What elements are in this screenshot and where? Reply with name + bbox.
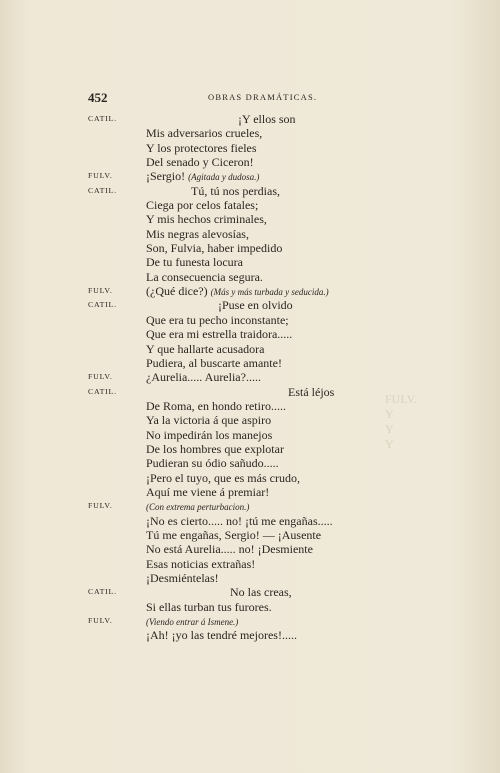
play-text xyxy=(88,112,388,643)
verse-text xyxy=(146,342,265,356)
verse-line xyxy=(88,241,388,255)
verse-words: Y mis hechos criminales, xyxy=(146,212,267,227)
verse-words: No impedirán los manejos xyxy=(146,427,273,442)
verse-text xyxy=(191,184,280,198)
verse-line xyxy=(88,557,388,571)
verse-line xyxy=(88,499,388,513)
verse-text xyxy=(146,169,259,184)
running-head: OBRAS DRAMÁTICAS. xyxy=(208,92,318,102)
verse-text xyxy=(218,298,293,312)
verse-line xyxy=(88,528,388,542)
verse-words: No las creas, xyxy=(230,585,292,600)
verse-text xyxy=(146,370,261,384)
verse-text xyxy=(230,585,292,599)
verse-line xyxy=(88,442,388,456)
verse-text xyxy=(146,198,258,212)
speaker-label: CATIL. xyxy=(88,114,117,123)
verse-words: Pudiera, al buscarte amante! xyxy=(146,355,282,370)
verse-words: Y los protectores fieles xyxy=(146,140,257,155)
verse-text xyxy=(146,212,267,226)
verse-line xyxy=(88,614,388,628)
verse-line xyxy=(88,571,388,585)
verse-words: ¿Aurelia..... Aurelia?..... xyxy=(146,370,261,385)
verse-text xyxy=(146,227,249,241)
verse-line xyxy=(88,155,388,169)
speaker-label: FULV. xyxy=(88,501,113,511)
speaker-label: CATIL. xyxy=(88,185,117,195)
verse-words: ¡Y ellos son xyxy=(238,112,296,126)
verse-text xyxy=(146,284,329,299)
verse-words: ¡Sergio! xyxy=(146,169,186,184)
verse-words: Esas noticias extrañas! xyxy=(146,556,256,571)
verse-text xyxy=(146,557,255,571)
verse-text xyxy=(146,499,249,514)
verse-line xyxy=(88,542,388,556)
verse-text xyxy=(146,528,321,542)
verse-text xyxy=(146,456,279,470)
verse-words: ¡Desmiéntelas! xyxy=(146,571,219,585)
verse-text xyxy=(146,600,272,614)
verse-line xyxy=(88,184,388,198)
verse-text xyxy=(146,126,262,140)
verse-text xyxy=(238,112,296,126)
verse-line xyxy=(88,112,388,126)
verse-line xyxy=(88,514,388,528)
verse-line xyxy=(88,212,388,226)
verse-text xyxy=(146,428,272,442)
verse-words: Mis adversarios crueles, xyxy=(146,126,263,141)
verse-line xyxy=(88,385,388,399)
verse-text xyxy=(146,356,282,370)
verse-line xyxy=(88,485,388,499)
speaker-label: FULV. xyxy=(88,286,113,296)
stage-direction: (Viendo entrar á Ismene.) xyxy=(146,617,239,628)
verse-text xyxy=(146,327,292,341)
verse-text xyxy=(146,270,263,284)
verse-line xyxy=(88,313,388,327)
verse-words: De los hombres que explotar xyxy=(146,441,284,456)
verse-line xyxy=(88,456,388,470)
verse-line xyxy=(88,270,388,284)
verse-text xyxy=(146,313,289,327)
verse-line xyxy=(88,327,388,341)
verse-text xyxy=(146,241,282,255)
verse-line xyxy=(88,298,388,312)
verse-words: Si ellas turban tus furores. xyxy=(146,599,272,614)
verse-line xyxy=(88,399,388,413)
verse-words: Pudieran su ódio sañudo..... xyxy=(146,456,279,471)
verse-text xyxy=(146,471,300,485)
stage-direction: (Agitada y dudosa.) xyxy=(188,172,260,183)
verse-words: ¡Ah! ¡yo las tendré mejores!..... xyxy=(146,628,297,643)
verse-words: Ciega por celos fatales; xyxy=(146,198,259,213)
verse-words: Ya la victoria á que aspiro xyxy=(146,413,272,428)
verse-line xyxy=(88,169,388,183)
verse-line xyxy=(88,471,388,485)
verse-line xyxy=(88,628,388,642)
verse-words: Que era mi estrella traidora..... xyxy=(146,327,293,342)
verse-text xyxy=(146,571,219,585)
verse-words: Tú me engañas, Sergio! — ¡Ausente xyxy=(146,527,322,542)
verse-words: Del senado y Ciceron! xyxy=(146,155,254,170)
verse-text xyxy=(146,542,313,556)
verse-line xyxy=(88,370,388,384)
verse-words: Aquí me viene á premiar! xyxy=(146,484,270,499)
verse-line xyxy=(88,356,388,370)
verse-words: (¿Qué dice?) xyxy=(146,284,208,299)
verse-words: ¡Pero el tuyo, que es más crudo, xyxy=(146,470,300,485)
verse-words: De tu funesta locura xyxy=(146,255,243,270)
verse-text xyxy=(146,628,297,642)
speaker-label: CATIL. xyxy=(88,587,117,597)
verse-words: No está Aurelia..... no! ¡Desmiente xyxy=(146,542,313,557)
verse-line xyxy=(88,585,388,599)
verse-line xyxy=(88,284,388,298)
verse-text xyxy=(146,399,286,413)
verse-words: Tú, tú nos perdias, xyxy=(191,183,280,198)
speaker-label: CATIL. xyxy=(88,300,117,310)
verse-line xyxy=(88,600,388,614)
verse-words: De Roma, en hondo retiro..... xyxy=(146,398,286,413)
verse-words: Que era tu pecho inconstante; xyxy=(146,312,289,327)
speaker-label: FULV. xyxy=(88,171,113,181)
verse-text xyxy=(146,485,269,499)
verse-text xyxy=(288,385,334,399)
speaker-label: CATIL. xyxy=(88,386,117,396)
page-number: 452 xyxy=(88,90,108,105)
speaker-label: FULV. xyxy=(88,616,113,626)
stage-direction: (Con extrema perturbacion.) xyxy=(146,502,250,513)
verse-text xyxy=(146,141,257,155)
verse-words: ¡No es cierto..... no! ¡tú me engañas..... xyxy=(146,513,333,528)
page-header xyxy=(88,90,414,106)
speaker-label: FULV. xyxy=(88,372,113,382)
verse-words: Y que hallarte acusadora xyxy=(146,341,265,356)
verse-words: Son, Fulvia, haber impedido xyxy=(146,241,283,256)
verse-line xyxy=(88,255,388,269)
stage-direction: (Más y más turbada y seducida.) xyxy=(210,287,329,298)
verse-words: Mis negras alevosías, xyxy=(146,226,249,241)
verse-line xyxy=(88,342,388,356)
verse-line xyxy=(88,141,388,155)
verse-text xyxy=(146,155,254,169)
verse-words: ¡Puse en olvido xyxy=(218,298,293,313)
verse-line xyxy=(88,126,388,140)
verse-text xyxy=(146,442,284,456)
verse-line xyxy=(88,428,388,442)
verse-words: Está léjos xyxy=(288,384,335,399)
verse-line xyxy=(88,413,388,427)
verse-line xyxy=(88,227,388,241)
verse-line xyxy=(88,198,388,212)
verse-text xyxy=(146,514,333,528)
verse-text xyxy=(146,413,271,427)
verse-text xyxy=(146,614,238,629)
show-through-text: FULV. Y Y Y xyxy=(385,392,417,451)
verse-words: La consecuencia segura. xyxy=(146,269,263,284)
verse-text xyxy=(146,255,243,269)
